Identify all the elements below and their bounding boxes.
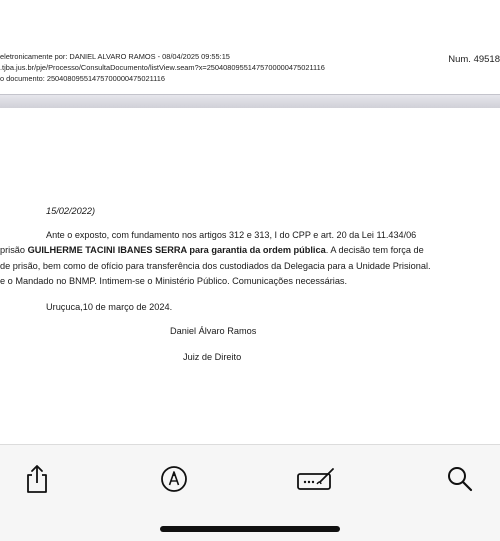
share-icon: [24, 464, 50, 494]
signed-by-text: eletronicamente por: DANIEL ALVARO RAMOS - 08/04/2025 09:55:15: [0, 52, 230, 61]
markup-icon: [160, 465, 188, 493]
search-button[interactable]: [438, 459, 482, 499]
paragraph-line-2-end: . A decisão tem força de: [325, 245, 424, 255]
document-url-text: .tjba.jus.br/pje/Processo/ConsultaDocumento/listView.seam?x=25040809551475700000475021116: [0, 63, 325, 72]
signer-name: Daniel Álvaro Ramos: [170, 326, 257, 336]
document-header: [0, 0, 500, 94]
paragraph-line-2-start: prisão: [0, 245, 28, 255]
paragraph-line-4: e o Mandado no BNMP. Intimem-se o Ministério Público. Comunicações necessárias.: [0, 276, 348, 286]
paragraph-line-2: [0, 245, 424, 255]
signature-button[interactable]: [294, 459, 338, 499]
markup-button[interactable]: [152, 459, 196, 499]
page-number-label: Num. 49518: [448, 54, 500, 65]
date-reference: 15/02/2022): [46, 206, 96, 216]
place-date: Uruçuca,10 de março de 2024.: [46, 302, 173, 312]
document-number-text: o documento: 25040809551475700000475021116: [0, 74, 165, 83]
paragraph-line-3: de prisão, bem como de ofício para transferência dos custodiados da Delegacia para a Unidade Prisional.: [0, 261, 431, 271]
signer-title: Juiz de Direito: [183, 352, 242, 362]
paragraph-line-1: Ante o exposto, com fundamento nos artigos 312 e 313, I do CPP e art. 20 da Lei 11.434/06: [46, 230, 417, 240]
document-page: [0, 108, 500, 444]
signature-icon: [296, 465, 336, 493]
home-indicator[interactable]: [160, 526, 340, 532]
defendant-name-bold: GUILHERME TACINI IBANES SERRA para garantia da ordem pública: [27, 245, 326, 255]
share-button[interactable]: [15, 459, 59, 499]
search-icon: [446, 465, 474, 493]
